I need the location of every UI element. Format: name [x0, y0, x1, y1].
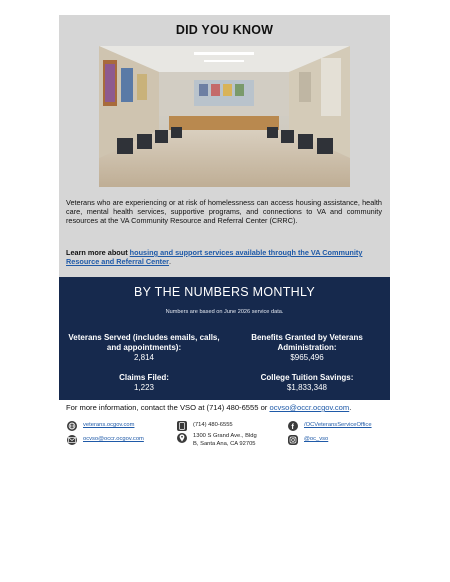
stat-veterans-served — [64, 333, 224, 363]
waiting-room-photo — [99, 46, 350, 187]
stat-claims-filed — [64, 373, 224, 393]
stat-value: $1,833,348 — [286, 383, 328, 392]
contact-website — [83, 422, 134, 430]
stat-tuition-savings — [227, 373, 387, 393]
contact-facebook — [304, 422, 372, 430]
globe-icon — [67, 421, 77, 431]
crrc-link[interactable]: housing and support services available through the VA Community Resource and Referral Center — [66, 248, 363, 267]
contact-email — [83, 436, 144, 444]
period-text: . — [349, 403, 352, 412]
website-link[interactable]: veterans.ocgov.com — [83, 422, 135, 428]
email-icon — [67, 435, 77, 445]
contact-instagram — [304, 436, 328, 444]
instagram-icon — [288, 435, 298, 445]
phone-icon — [177, 421, 187, 431]
period-text: . — [169, 257, 172, 267]
numbers-heading: BY THE NUMBERS MONTHLY — [134, 285, 315, 299]
did-you-know-section — [59, 15, 390, 277]
stat-label: College Tuition Savings: — [260, 373, 354, 382]
contact-address: 1300 S Grand Ave., Bldg B, Santa Ana, CA 92705 — [193, 433, 257, 447]
contact-lead: For more information, contact the VSO at (714) 480-6555 or — [66, 403, 268, 412]
stat-value: $965,496 — [290, 353, 324, 362]
stat-benefits-granted — [227, 333, 387, 363]
svg-text:f: f — [291, 422, 294, 430]
learn-more-paragraph — [66, 248, 382, 266]
facebook-icon — [288, 421, 298, 431]
contact-email-link[interactable]: ocvso@occr.ocgov.com — [269, 403, 350, 412]
contact-phone: (714) 480-6555 — [193, 422, 233, 428]
stat-value: 2,814 — [133, 353, 155, 362]
stat-label: Claims Filed: — [119, 373, 169, 382]
instagram-link[interactable]: @oc_vso — [304, 436, 329, 442]
location-pin-icon — [177, 433, 187, 443]
email-link[interactable]: ocvso@occr.ocgov.com — [83, 436, 144, 442]
learn-more-lead: Learn more about — [66, 248, 128, 257]
numbers-note: Numbers are based on June 2026 service data. — [165, 309, 284, 315]
section-title: DID YOU KNOW — [175, 23, 274, 37]
stat-label: Benefits Granted by Veterans Administration: — [251, 333, 363, 352]
stat-value: 1,223 — [133, 383, 155, 392]
stat-label: Veterans Served (includes emails, calls, and appointments): — [68, 333, 220, 352]
homelessness-paragraph: Veterans who are experiencing or at risk of homelessness can access housing assistance, health care, mental health services, supportive programs, and connections to VA and community resources at the VA Community Resource and Referral Center (CRRC). — [66, 198, 382, 226]
facebook-link[interactable]: /OCVeteransServiceOffice — [304, 422, 372, 428]
contact-line — [66, 403, 396, 412]
by-the-numbers-section — [59, 277, 390, 400]
